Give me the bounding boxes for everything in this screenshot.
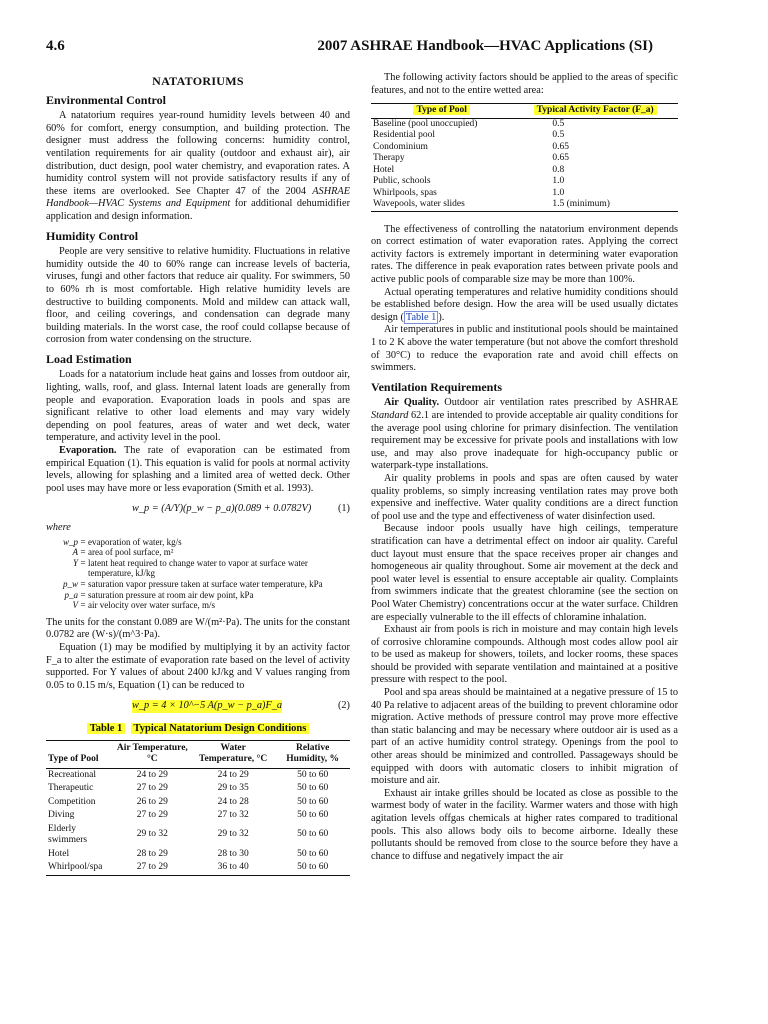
paragraph-operating-conditions <box>371 287 678 325</box>
table-1-header: Type of Pool <box>46 740 114 768</box>
variable-definitions <box>46 537 350 611</box>
table-cell: 27 to 29 <box>136 810 168 820</box>
table-cell: 1.0 <box>552 187 565 198</box>
table-cell: 0.5 <box>552 130 565 141</box>
table-cell: 24 to 29 <box>217 769 249 780</box>
table-cell: 28 to 29 <box>136 848 168 859</box>
variable-definition <box>46 600 350 611</box>
variable-description: saturation pressure at room air dew point, kPa <box>88 589 254 600</box>
table-row <box>46 768 350 782</box>
paragraph-effectiveness: The effectiveness of controlling the natatorium environment depends on correct estimation of water evaporation rates. Applying the correct activity factors is extremely important in determining water evaporation rates. The difference in peak evaporation rates between private pools and active public pools of comparable size may be more than 100%. <box>371 223 678 286</box>
table-row <box>371 165 678 177</box>
table-cell: Public, schools <box>373 176 431 187</box>
activity-table-header-text: Typical Activity Factor (F_a) <box>534 105 657 115</box>
table-cell: 0.8 <box>552 164 565 175</box>
variable-description: saturation vapor pressure taken at surface water temperature, kPa <box>88 578 323 589</box>
variable-symbol: p_a <box>64 589 78 600</box>
variable-definition <box>46 579 350 590</box>
heading-load-estimation: Load Estimation <box>46 351 132 366</box>
equation-1 <box>46 503 350 516</box>
table-row <box>371 118 678 130</box>
variable-symbol: Y <box>72 557 78 568</box>
variable-description: evaporation of water, kg/s <box>88 536 182 547</box>
table-cell: Therapy <box>373 153 405 164</box>
table-cell: 0.65 <box>552 141 569 152</box>
table-cell: Whirlpool/spa <box>48 862 103 872</box>
table-cell: Baseline (pool unoccupied) <box>373 118 478 129</box>
evaporation-text: The rate of evaporation can be estimated from empirical Equation (1). This equation is valid for pools at normal activity levels, allowing for splashing and a limited area of wetted deck. Other pool uses may have more or less evaporation (Smith et al. 1993). <box>46 445 350 494</box>
activity-table-body <box>371 118 678 211</box>
paragraph-exhaust-air: Exhaust air from pools is rich in moisture and may contain high levels of corrosive chloramine compounds. Although most codes allow pool air to be used as makeup for showers, toilets, and locker rooms, these spaces should be provided with separate ventilation and maintained at a positive pressure with respect to the pool. <box>371 624 678 686</box>
activity-table-header-text: Type of Pool <box>413 105 470 115</box>
table-1-header-row <box>46 740 350 768</box>
variable-description: area of pool surface, m² <box>88 547 174 558</box>
table-cell: 28 to 30 <box>217 848 249 859</box>
paragraph-air-temperatures: Air temperatures in public and institutional pools should be maintained 1 to 2 K above the water temperature (but not above the comfort threshold of 30°C) to reduce the evaporation rate and avoid chill effects on swimmers. <box>371 324 678 374</box>
table-1-caption <box>46 723 350 736</box>
table-cell: Therapeutic <box>48 783 94 793</box>
table-cell: 0.5 <box>552 118 565 129</box>
aq-text-b: 62.1 are intended to provide acceptable air quality conditions for the average pool using chlorine for primary disinfection. The ventilation requirement may be excessive for private pools and installations with low use, and may also prove inadequate for high-occupancy public or waterpark-type installations. <box>371 410 678 472</box>
paragraph-evaporation <box>46 445 350 495</box>
actual-text-a: Actual operating temperatures and relative humidity conditions should be established before design. How the area will be used usually dictates design ( <box>371 286 678 323</box>
left-column <box>46 72 350 876</box>
variable-symbol: p_w <box>62 578 78 589</box>
table-row <box>371 176 678 188</box>
variable-description: air velocity over water surface, m/s <box>88 600 215 611</box>
table-cell: Hotel <box>373 164 395 175</box>
air-quality-lead: Air Quality. <box>384 397 440 409</box>
paragraph-units: The units for the constant 0.089 are W/(m²·Pa). The units for the constant 0.0782 are (W·s)/(m^3·Pa). <box>46 616 350 641</box>
table-row <box>371 130 678 142</box>
table-cell: 27 to 32 <box>217 810 249 820</box>
chapter-title: NATATORIUMS <box>152 74 244 88</box>
table-1-header: Air Temperature, °C <box>114 740 191 768</box>
variable-symbol: w_p <box>62 536 78 547</box>
heading-environmental-control: Environmental Control <box>46 92 166 107</box>
aq-text-a: Outdoor air ventilation rates prescribed by ASHRAE <box>439 397 678 409</box>
paragraph-intake-grilles: Exhaust air intake grilles should be located as close as possible to the warmest body of water in the facility. Warmer waters and those with high agitation levels offgas chemicals at higher rates compared to traditional pools. This also allows body oils to become airborne. Ideally these pollutants should be removed from close to the source before they have a chance to diffuse and negatively impact the air <box>371 787 678 862</box>
table-cell: 27 to 29 <box>136 783 168 793</box>
table-cell: 27 to 29 <box>136 862 168 872</box>
env-text-end: for additional dehumidifier application and design information. <box>46 198 350 222</box>
table-row <box>46 809 350 823</box>
page-number: 4.6 <box>46 38 65 54</box>
equation-2-number: (2) <box>337 700 350 712</box>
table-cell: 50 to 60 <box>297 783 329 793</box>
table-row <box>46 848 350 862</box>
variable-definition <box>46 537 350 548</box>
evaporation-lead: Evaporation. <box>59 445 117 457</box>
table-cell: Whirlpools, spas <box>373 187 437 198</box>
table-cell: Competition <box>48 796 96 807</box>
paragraph-stratification: Because indoor pools usually have high ceilings, temperature stratification can have a detrimental effect on indoor air quality. Careful duct layout must ensure that the space receives proper air changes and homogeneous air quality throughout. Some air movement at the deck and pool water level is essential to ensure acceptable air quality. Complaints from swimmers indicate that the greatest chloramine (see the section on Pool Water Chemistry) concentrations occur at the water surface. Children are especially vulnerable to the ill effects of chloramine inhalation. <box>371 523 678 623</box>
table-cell: Hotel <box>48 848 70 859</box>
table-1-header: Relative Humidity, % <box>275 740 350 768</box>
equals-sign: = <box>80 589 86 600</box>
table-1-link[interactable]: Table 1 <box>405 311 437 323</box>
table-cell: 24 to 29 <box>136 769 168 780</box>
paragraph-activity-intro: The following activity factors should be applied to the areas of specific features, and not to the entire wetted area: <box>371 72 678 96</box>
paragraph-air-quality <box>371 397 678 473</box>
table-cell: 24 to 28 <box>217 796 249 807</box>
table-1-title: Typical Natatorium Design Conditions <box>131 723 310 734</box>
table-cell: 36 to 40 <box>217 862 249 872</box>
equals-sign: = <box>80 547 86 558</box>
table-1-number: Table 1 <box>87 723 126 734</box>
env-text-italic: ASHRAE Handbook—HVAC Systems and Equipment <box>46 185 350 210</box>
where-label: where <box>46 522 71 533</box>
table-1-header: Water Temperature, °C <box>191 740 275 768</box>
table-cell: Wavepools, water slides <box>373 199 465 210</box>
table-cell: 0.65 <box>552 153 569 164</box>
paragraph-negative-pressure: Pool and spa areas should be maintained at a negative pressure of 15 to 40 Pa relative to adjacent areas of the building to prevent chloramine odor migration. Active methods of pressure control may prove more effective than static balancing and may be necessary where outdoor air is used as a part of an active humidity control strategy. Openings from the pool to other areas should be minimized and controlled. Passageways should be equipped with doors with automatic closers to inhibit migration of moisture and air. <box>371 687 678 787</box>
activity-table-header-row <box>371 104 678 119</box>
table-row <box>371 188 678 200</box>
table-row <box>46 861 350 875</box>
equals-sign: = <box>80 600 86 611</box>
equals-sign: = <box>80 536 86 547</box>
table-cell: Elderly swimmers <box>48 823 88 845</box>
paragraph-water-quality: Air quality problems in pools and spas are often caused by water quality problems, so simply increasing ventilation rates may prove both expensive and ineffective. Water quality conditions are a direct function of pool use and the type and effectiveness of water disinfection used. <box>371 472 678 522</box>
aq-text-italic: Standard <box>371 410 409 421</box>
equals-sign: = <box>80 557 86 568</box>
table-cell: Condominium <box>373 141 428 152</box>
table-row <box>371 199 678 211</box>
table-cell: 50 to 60 <box>297 848 329 859</box>
table-1 <box>46 740 350 876</box>
table-cell: 50 to 60 <box>297 796 329 807</box>
variable-description: latent heat required to change water to vapor at surface water temperature, kJ/kg <box>88 557 308 579</box>
table-cell: Diving <box>48 810 75 820</box>
table-1-body <box>46 768 350 875</box>
right-column <box>371 72 678 863</box>
variable-symbol: V <box>72 600 78 611</box>
table-row <box>46 796 350 810</box>
table-cell: 50 to 60 <box>297 829 329 840</box>
actual-text-b: ). <box>438 311 445 323</box>
heading-humidity-control: Humidity Control <box>46 228 139 243</box>
table-cell: 50 to 60 <box>297 810 329 820</box>
table-cell: 26 to 29 <box>136 796 168 807</box>
heading-ventilation-requirements: Ventilation Requirements <box>371 379 503 394</box>
running-header: 2007 ASHRAE Handbook—HVAC Applications (SI) <box>317 38 653 54</box>
variable-symbol: A <box>72 547 78 558</box>
equation-2-body: w_p = 4 × 10^−5 A(p_w − p_a)F_a <box>132 700 283 712</box>
activity-factor-table <box>371 103 678 212</box>
paragraph-humidity-control: People are very sensitive to relative humidity. Fluctuations in relative humidity outside the 40 to 60% range can increase levels of bacteria, viruses, fungi and other factors that reduce air quality. For swimmers, 50 to 60% rh is most comfortable. High relative humidity levels are destructive to building components. Mold and mildew can attack wall, floor, and ceiling coverings, and condensation can degrade many building materials. In the worst case, the roof could collapse because of corrosion from water condensing on the structure. <box>46 246 350 346</box>
variable-definition <box>46 558 350 579</box>
table-cell: 1.5 (minimum) <box>552 199 610 210</box>
paragraph-environmental-control <box>46 110 350 223</box>
table-cell: 29 to 32 <box>217 829 249 840</box>
table-cell: 29 to 35 <box>217 783 249 793</box>
table-cell: 1.0 <box>552 176 565 187</box>
table-cell: 50 to 60 <box>297 862 329 872</box>
table-cell: 29 to 32 <box>136 829 168 840</box>
equation-1-body: w_p = (A/Y)(p_w − p_a)(0.089 + 0.0782V) <box>132 503 312 515</box>
equals-sign: = <box>80 578 86 589</box>
table-cell: Residential pool <box>373 130 436 141</box>
equation-2 <box>46 700 350 713</box>
table-row <box>371 153 678 165</box>
table-row <box>46 823 350 848</box>
table-cell: 50 to 60 <box>297 769 329 780</box>
table-row <box>46 782 350 796</box>
variable-definition <box>46 590 350 601</box>
table-cell: Recreational <box>48 769 97 780</box>
table-row <box>371 142 678 154</box>
equation-1-number: (1) <box>337 503 350 515</box>
activity-table-header <box>371 104 512 119</box>
paragraph-load-estimation: Loads for a natatorium include heat gains and losses from outdoor air, lighting, walls, roof, and glass. Internal latent loads are generally from people and evaporation. Evaporation loads in pools and spas are significant relative to other load elements and may vary widely depending on pool features, areas of water and wet deck, water temperature, and activity level in the pool. <box>46 369 350 444</box>
variable-definition <box>46 547 350 558</box>
paragraph-equation-modified: Equation (1) may be modified by multiplying it by an activity factor F_a to alter the estimate of evaporation rate based on the level of activity supported. For Y values of about 2400 kJ/kg and V values ranging from 0.05 to 0.15 m/s, Equation (1) can be reduced to <box>46 641 350 691</box>
activity-table-header <box>512 104 678 119</box>
env-text: A natatorium requires year-round humidity levels between 40 and 60% for comfort, energy consumption, and building protection. The designer must address the following concerns: humidity control, ventilation requirements for air quality (outdoor and exhaust air), air distribution, duct design, pool water chemistry, and evaporation rates. A humidity control system will not provide satisfactory results if any of these items are overlooked. See Chapter 47 of the 2004 <box>46 110 350 197</box>
